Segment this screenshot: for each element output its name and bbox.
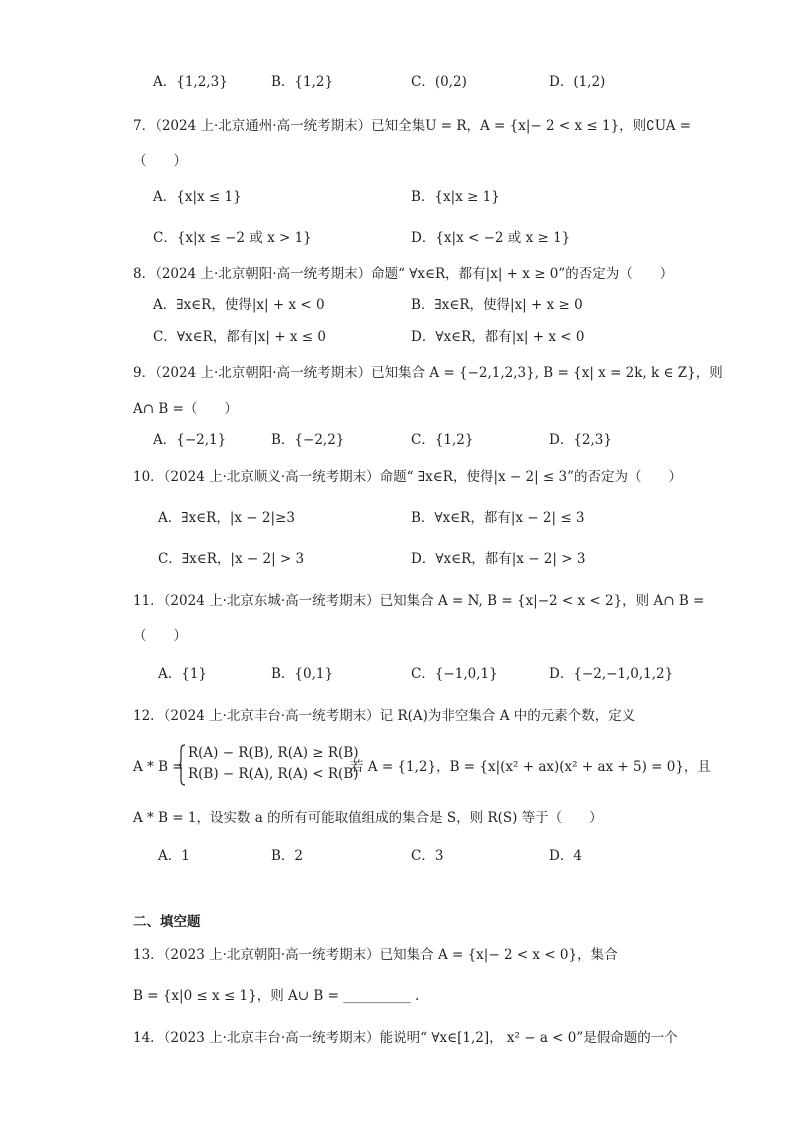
q10-stem: 10．（2024 上·北京顺义·高一统考期末）命题“ ∃x∈R，使得|x − 2| ≤ 3”的否定为（ ） bbox=[133, 469, 683, 485]
q7-option-c: C．{x|x ≤ −2 或 x > 1} bbox=[153, 230, 312, 246]
q8-option-c: C．∀x∈R，都有|x| + x ≤ 0 bbox=[153, 329, 326, 345]
q9-option-c: C．{1,2} bbox=[411, 432, 474, 448]
q9-option-b: B．{−2,2} bbox=[271, 432, 345, 448]
q12-stem-cont: A * B = 1，设实数 a 的所有可能取值组成的集合是 S，则 R(S) 等于（ ） bbox=[133, 810, 603, 826]
q6-option-c: C．(0,2) bbox=[411, 74, 467, 90]
q10-option-c: C．∃x∈R，|x − 2| > 3 bbox=[158, 551, 305, 567]
q9-option-d: D．{2,3} bbox=[549, 432, 612, 448]
q7-option-b: B．{x|x ≥ 1} bbox=[411, 189, 500, 205]
section-heading: 二、填空题 bbox=[133, 914, 201, 930]
q12-case-1: R(A) − R(B), R(A) ≥ R(B) bbox=[188, 745, 359, 761]
q8-option-a: A．∃x∈R，使得|x| + x < 0 bbox=[153, 297, 325, 313]
q9-stem-cont: A∩ B =（ ） bbox=[133, 401, 238, 417]
q9-option-a: A．{−2,1} bbox=[153, 432, 227, 448]
q11-option-c: C．{−1,0,1} bbox=[411, 666, 498, 682]
q12-option-c: C．3 bbox=[411, 848, 444, 864]
q8-option-b: B．∃x∈R，使得|x| + x ≥ 0 bbox=[411, 297, 583, 313]
q11-option-b: B．{0,1} bbox=[271, 666, 334, 682]
q13-stem: 13．（2023 上·北京朝阳·高一统考期末）已知集合 A = {x|− 2 < x < 0}，集合 bbox=[133, 947, 618, 963]
q6-option-d: D．(1,2) bbox=[549, 74, 606, 90]
q12-option-d: D．4 bbox=[549, 848, 582, 864]
q10-option-d: D．∀x∈R，都有|x − 2| > 3 bbox=[411, 551, 586, 567]
q12-case-2: R(B) − R(A), R(A) < R(B) bbox=[188, 766, 359, 782]
q11-option-a: A．{1} bbox=[158, 666, 208, 682]
q13-stem-cont: B = {x|0 ≤ x ≤ 1}，则 A∪ B = __________ . bbox=[133, 988, 420, 1004]
q12-condition: 若 A = {1,2}，B = {x|(x² + ax)(x² + ax + 5) = 0}，且 bbox=[350, 759, 711, 775]
q9-stem: 9．（2024 上·北京朝阳·高一统考期末）已知集合 A = {−2,1,2,3}, B = {x| x = 2k, k ∈ Z}，则 bbox=[133, 365, 723, 381]
q11-blank: （ ） bbox=[133, 628, 187, 644]
q14-stem: 14．（2023 上·北京丰台·高一统考期末）能说明“ ∀x∈[1,2]， x² − a < 0”是假命题的一个 bbox=[133, 1030, 678, 1046]
q12-option-b: B．2 bbox=[271, 848, 304, 864]
q7-stem: 7．（2024 上·北京通州·高一统考期末）已知全集U = R，A = {x|− 2 < x ≤ 1}，则∁UA = bbox=[133, 118, 692, 134]
q12-def-label: A * B = bbox=[133, 759, 184, 775]
q6-option-a: A．{1,2,3} bbox=[153, 74, 228, 90]
q8-stem: 8．（2024 上·北京朝阳·高一统考期末）命题“ ∀x∈R，都有|x| + x ≥ 0”的否定为（ ） bbox=[133, 266, 674, 282]
q8-option-d: D．∀x∈R，都有|x| + x < 0 bbox=[411, 329, 585, 345]
q7-option-d: D．{x|x < −2 或 x ≥ 1} bbox=[411, 230, 571, 246]
q11-stem: 11．（2024 上·北京东城·高一统考期末）已知集合 A = N, B = {x|−2 < x < 2}，则 A∩ B = bbox=[133, 593, 705, 609]
q12-stem: 12．（2024 上·北京丰台·高一统考期末）记 R(A)为非空集合 A 中的元素个数，定义 bbox=[133, 708, 636, 724]
q6-option-b: B．{1,2} bbox=[271, 74, 334, 90]
q12-option-a: A．1 bbox=[158, 848, 190, 864]
q10-option-b: B．∀x∈R，都有|x − 2| ≤ 3 bbox=[411, 510, 585, 526]
q7-blank: （ ） bbox=[133, 153, 187, 169]
q12-brace bbox=[178, 744, 186, 786]
q10-option-a: A．∃x∈R，|x − 2|≥3 bbox=[158, 510, 295, 526]
q11-option-d: D．{−2,−1,0,1,2} bbox=[549, 666, 674, 682]
q7-option-a: A．{x|x ≤ 1} bbox=[153, 189, 242, 205]
